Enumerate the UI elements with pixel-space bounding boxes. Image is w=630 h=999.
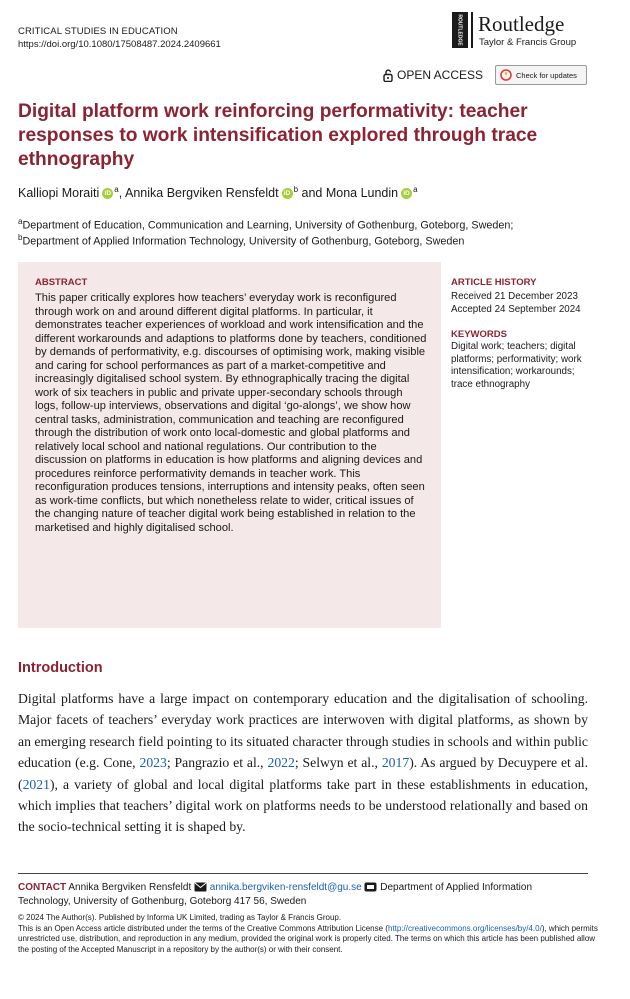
received-date: Received 21 December 2023	[451, 291, 578, 302]
contact-name: Annika Bergviken Rensfeldt	[68, 882, 192, 893]
license-text-part: ), which permits unrestricted use, distribution, and reproduction in any medium, provided the original work is properly cited. The terms on which this article has been published allow the posting of the Accepted Manuscript in a repository by the author(s) or with their consent.	[18, 923, 598, 954]
abstract-text: This paper critically explores how teachers’ everyday work is reconfigured through work on and around different digital platforms. In particular, it demonstrates teacher experiences of workload and work intensification and the different workarounds and adaptions to platforms done by teachers, conditioned by demands of performativity, e.g. discourses of optimising work, making visible and caring for school performances as part of a market-competitive and increasingly digitalised school system. By ethnographically tracing the digital work of six teachers in public and private upper-secondary schools through logs, follow-up interviews, observations and digital ‘go-alongs’, we show how central tasks, administration, communication and teaching are reconfigured through the distribution of work onto local-domestic and global platforms and relatively local school and national regulations. Our contribution to the discussion on platforms in education is how platforms and aligning devices and procedures reinforce performativity demands in teacher work. This reconfiguration produces tensions, interruptions and intensity peaks, often seen as work-time conflicts, but which nonetheless relate to wider, critical issues of the changing nature of teacher digital work being established in relation to the marketised and highly digitalised school.	[35, 292, 427, 534]
doi-link[interactable]: https://doi.org/10.1080/17508487.2024.2409661	[18, 39, 221, 50]
open-access-label: OPEN ACCESS	[397, 68, 484, 82]
citation-link[interactable]: 2021	[22, 776, 50, 792]
intro-text: ; Selwyn et al.,	[294, 755, 382, 771]
affiliation-text: Department of Applied Information Technology, University of Gothenburg, Goteborg, Sweden	[22, 235, 465, 248]
keywords-text: Digital work; teachers; digital platforms; performativity; work intensification; workarounds; trace ethnography	[451, 341, 582, 390]
author-list	[18, 185, 418, 200]
open-lock-icon	[383, 69, 393, 82]
license-text-part: This is an Open Access article distributed under the terms of the Creative Commons Attribution License (	[18, 923, 388, 933]
accepted-date: Accepted 24 September 2024	[451, 304, 581, 315]
publisher-subtitle: Taylor & Francis Group	[479, 37, 577, 48]
citation-link[interactable]: 2022	[267, 755, 295, 771]
check-updates-icon	[500, 69, 512, 81]
contact-label: CONTACT	[18, 882, 67, 893]
author-name[interactable]: Annika Bergviken Rensfeldt	[125, 186, 279, 201]
contact-address-line1: Department of Applied Information	[380, 882, 533, 893]
orcid-icon[interactable]: iD	[102, 188, 113, 199]
affiliation-b	[18, 230, 608, 250]
copyright-line: © 2024 The Author(s). Published by Informa UK Limited, trading as Taylor & Francis Group.	[18, 913, 342, 922]
contact-address-line2: Technology, University of Gothenburg, Goteborg 417 56, Sweden	[18, 895, 307, 907]
address-icon	[364, 882, 377, 892]
author-affiliation-sup: a	[114, 185, 119, 194]
author-affiliation-sup: b	[293, 185, 299, 194]
author-separator: and	[298, 186, 326, 201]
intro-text: Digital platforms have a large impact on contemporary education and the digitalisation of schooling. Major facets of teachers’ everyday work practices are interwoven with digital platforms, as shown by an emerging research field pointing to its situated character through studies in schools and within public education (e.g. Cone,	[18, 691, 588, 771]
routledge-mark-icon	[452, 12, 474, 48]
intro-text: ). As argued by Decuypere et al. (	[18, 755, 589, 792]
publisher-logo	[452, 12, 612, 52]
routledge-mark-text: ROUTLEDGE	[456, 14, 463, 46]
article-title: Digital platform work reinforcing performativity: teacher responses to work intensification explored through trace ethnography	[18, 101, 538, 170]
email-icon	[194, 882, 207, 892]
citation-link[interactable]: 2023	[139, 755, 167, 771]
orcid-icon[interactable]: iD	[401, 188, 412, 199]
license-link[interactable]: http://creativecommons.org/licenses/by/4.0/	[387, 923, 542, 933]
keywords-heading: KEYWORDS	[451, 329, 507, 340]
license-block	[18, 913, 598, 955]
affiliation-sup: a	[18, 217, 23, 226]
affiliation-sup: b	[18, 233, 23, 242]
contact-email-link[interactable]: annika.bergviken-rensfeldt@gu.se	[209, 882, 362, 893]
publisher-name: Routledge	[478, 12, 565, 36]
intro-text: ; Pangrazio et al.,	[166, 755, 268, 771]
article-history-heading: ARTICLE HISTORY	[451, 277, 537, 288]
check-updates-label: Check for updates	[516, 70, 577, 80]
journal-name: CRITICAL STUDIES IN EDUCATION	[18, 26, 178, 37]
contact-block	[18, 881, 598, 908]
author-name[interactable]: Kalliopi Moraiti	[18, 186, 100, 201]
open-access-badge	[383, 68, 483, 82]
affiliation-text: Department of Education, Communication and Learning, University of Gothenburg, Goteborg, Sweden;	[22, 219, 514, 232]
license-text	[18, 924, 598, 956]
orcid-icon[interactable]: iD	[282, 188, 293, 199]
author-separator: ,	[118, 186, 125, 201]
intro-paragraph	[18, 688, 588, 838]
author-affiliation-sup: a	[413, 185, 418, 194]
intro-text: ), a variety of global and local digital platforms take part in these establishments in education, which implies that teachers’ digital work on platforms needs to be understood relationally and based on the socio-technical setting it is shaped by.	[18, 776, 588, 835]
footer-divider	[18, 873, 588, 874]
citation-link[interactable]: 2017	[381, 755, 410, 771]
check-updates-button[interactable]	[495, 65, 587, 85]
author-name[interactable]: Mona Lundin	[325, 186, 399, 201]
abstract-box	[18, 262, 441, 628]
section-heading: Introduction	[18, 660, 103, 676]
abstract-heading: ABSTRACT	[35, 277, 88, 288]
